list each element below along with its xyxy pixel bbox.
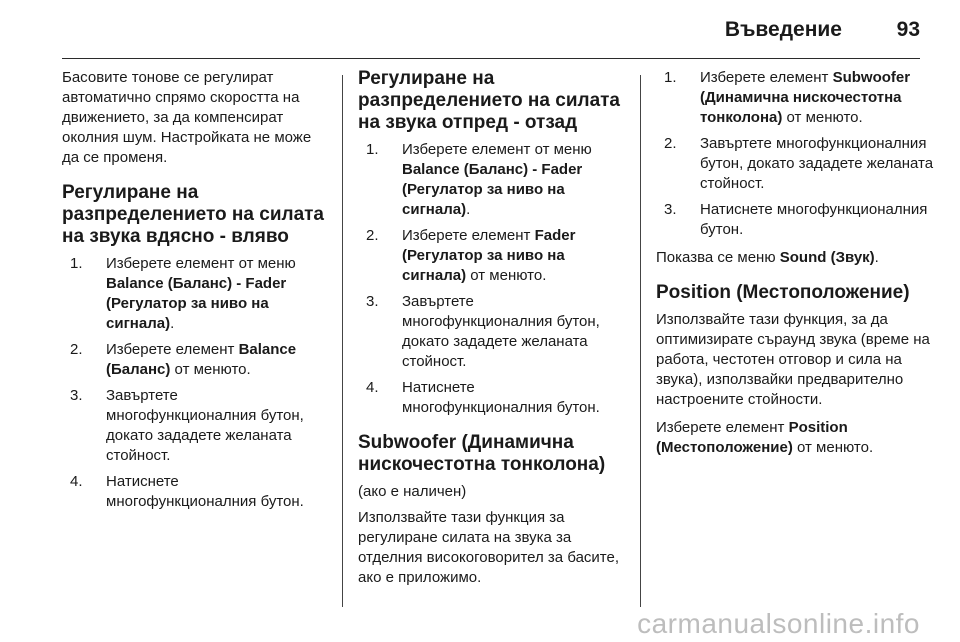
list-item: 2. Изберете елемент Balance (Баланс) от менюто. [70, 341, 297, 378]
availability-note: (ако е наличен) [358, 483, 467, 500]
watermark: carmanualsonline.info [637, 608, 920, 639]
column-2 [358, 68, 626, 596]
column-divider-1 [342, 75, 343, 607]
section-heading-subwoofer: Subwoofer (Динамична нискочестотна тонколона) [358, 432, 606, 475]
column-3 [656, 68, 938, 466]
subwoofer-paragraph: Използвайте тази функция за регулиране силата на звука за отделния високоговорител за басите, ако е приложимо. [358, 509, 619, 586]
position-paragraph: Използвайте тази функция, за да оптимизирате съраунд звука (време на работа, честотен отговор и сила на звука), използвайки предварително настроените стойности. [656, 311, 930, 408]
section-heading-left-right: Регулиране на разпределението на силата на звука вдясно - вляво [62, 182, 325, 247]
list-item: 3. Натиснете многофункционалния бутон. [664, 201, 928, 238]
list-item: 1. Изберете елемент от меню Balance (Баланс) - Fader (Регулатор за ниво на сигнала). [366, 141, 592, 218]
page-header [0, 0, 960, 60]
list-item: 1. Изберете елемент от меню Balance (Баланс) - Fader (Регулатор за ниво на сигнала). [70, 255, 296, 332]
position-select-line: Изберете елемент Position (Местоположение) от менюто. [656, 419, 874, 456]
intro-paragraph: Басовите тонове се регулират автоматично спрямо скоростта на движението, за да компенсират околния шум. Настройката не може да се променя. [62, 69, 312, 166]
page-title: Въведение [724, 18, 842, 41]
steps-list-left-right [62, 254, 330, 512]
page-number: 93 [896, 18, 920, 41]
steps-list-front-rear [358, 140, 626, 418]
steps-list-subwoofer [656, 68, 938, 240]
list-item: 3. Завъртете многофункционалния бутон, докато зададете желаната стойност. [366, 293, 600, 370]
column-divider-2 [640, 75, 641, 607]
section-heading-front-rear: Регулиране на разпределението на силата на звука отпред - отзад [358, 68, 621, 133]
list-item: 4. Натиснете многофункционалния бутон. [70, 473, 304, 510]
list-item: 2. Изберете елемент Fader (Регулатор за ниво на сигнала) от менюто. [366, 227, 576, 284]
section-heading-position: Position (Местоположение) [656, 282, 910, 303]
page-footer [0, 606, 960, 642]
list-item: 2. Завъртете многофункционалния бутон, докато зададете желаната стойност. [664, 135, 934, 192]
list-item: 4. Натиснете многофункционалния бутон. [366, 379, 600, 416]
column-1 [62, 68, 330, 520]
list-item: 1. Изберете елемент Subwoofer (Динамична нискочестотна тонколона) от менюто. [664, 69, 911, 126]
header-divider [62, 58, 920, 59]
menu-shown-line: Показва се меню Sound (Звук). [656, 249, 879, 266]
list-item: 3. Завъртете многофункционалния бутон, докато зададете желаната стойност. [70, 387, 304, 464]
